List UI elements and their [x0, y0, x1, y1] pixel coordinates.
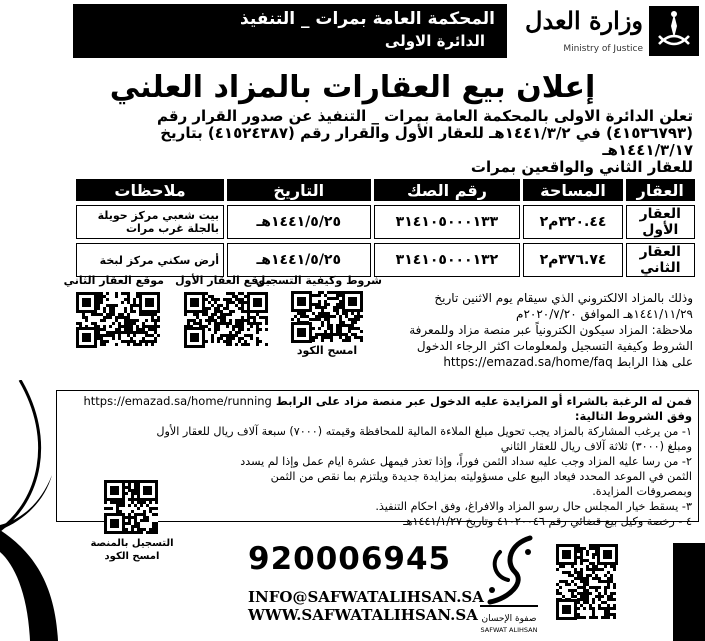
conditions-heading [63, 394, 692, 424]
qr-code-registration[interactable] [291, 291, 363, 343]
condition-item: ١- من يرغب المشاركة بالمزاد يجب تحويل مبلغ الملاءة المالية للمحافظة وقيمته (٧٠٠٠) سبعة آلاف ريال للعقار الأول [156, 425, 692, 438]
qr-code-first-property[interactable] [184, 292, 268, 348]
announcement-line: (٤١٥٣٦٧٩٣) في ١٤٤١/٣/٢هـ للعقار الأول والقرار رقم (٤١٥٢٤٣٨٧) بتاريخ ١٤٤١/٣/١٧هـ [160, 124, 693, 159]
table-cell: بيت شعبي مركز حويلة بالجلة غرب مرات [76, 205, 224, 239]
table-cell: ٣١٤١٠٥٠٠٠١٣٢ [374, 243, 521, 277]
contact-phone[interactable]: 920006945 [248, 541, 452, 577]
qr-caption-second-property: موقع العقار الثاني [63, 274, 164, 287]
auction-info-line [368, 354, 693, 370]
auction-info-line: الشروط وكيفية التسجيل ولمعلومات اكثر الرجاء الدخول [416, 339, 693, 353]
announcement-text [73, 108, 693, 176]
qr-caption-first-property: موقع العقار الأول [175, 274, 272, 287]
condition-item: ٣- يسقط خيار المجلس حال رسو المزاد والافراغ، وفق احكام التنفيذ. [375, 500, 692, 513]
court-circuit: الدائرة الاولى [384, 32, 485, 50]
announcement-title: إعلان بيع العقارات بالمزاد العلني [109, 70, 596, 105]
column-header-date: التاريخ [227, 179, 371, 201]
safwat-alihsan-logo [470, 532, 548, 637]
decorative-black-bar [673, 543, 705, 641]
faq-link[interactable]: https://emazad.sa/home/faq [443, 355, 613, 369]
table-cell: العقار الأول [626, 205, 695, 239]
court-name: المحكمة العامة بمرات _ التنفيذ [240, 9, 495, 29]
logo-english-name: SAFWAT ALIHSAN [480, 626, 538, 634]
qr-caption-scan: امسح الكود [296, 344, 358, 357]
column-header-notes: ملاحظات [76, 179, 224, 201]
column-header-property: العقار [626, 179, 695, 201]
table-row [76, 243, 695, 277]
ministry-arabic-name: وزارة العدل [525, 6, 643, 35]
column-header-area: المساحة [523, 179, 622, 201]
qr-caption-registration: شروط وكيفية التسجيل [255, 274, 382, 287]
table-cell: ١٤٤١/٥/٢٥هـ [227, 205, 371, 239]
qr-code-second-property[interactable] [76, 292, 160, 348]
condition-item: وبمصروفات المزايدة. [592, 485, 692, 498]
column-header-deed-number: رقم الصك [374, 179, 521, 201]
properties-table [73, 175, 698, 281]
ministry-english-name: Ministry of Justice [563, 44, 643, 54]
conditions-heading-suffix: وفق الشروط التالية: [574, 409, 692, 423]
table-cell: ٣٧٦.٧٤م٢ [523, 243, 622, 277]
auction-info-line: ١٤٤١/١١/٢٩هـ الموافق ٢٠٢٠/٧/٢٠م [516, 307, 693, 321]
table-header-row [76, 179, 695, 201]
qr-code-platform-registration[interactable] [104, 480, 158, 534]
court-header-box [73, 4, 507, 58]
announcement-line: للعقار الثاني والواقعين بمرات [470, 158, 693, 176]
condition-item: الثمن في الموعد المحدد فيعاد البيع على مسؤوليته بمزايدة جديدة ويلتزم بما نقص من الثمن [270, 470, 692, 483]
qr-caption-platform-scan: امسح الكود [104, 551, 160, 562]
table-cell: العقار الثاني [626, 243, 695, 277]
auction-info-line: وذلك بالمزاد الالكتروني الذي سيقام يوم الاثنين تاريخ [434, 291, 693, 305]
table-cell: ١٤٤١/٥/٢٥هـ [227, 243, 371, 277]
table-cell: أرض سكني مركز لبخة [76, 243, 224, 277]
auction-info-link-label: على هذا الرابط [616, 355, 693, 369]
table-cell: ٣١٤١٠٥٠٠٠١٣٣ [374, 205, 521, 239]
ministry-of-justice-logo [507, 2, 703, 64]
logo-arabic-name: صفوة الإحسان [481, 614, 537, 624]
contact-email[interactable]: INFO@SAFWATALIHSAN.SA [248, 588, 484, 606]
contact-website[interactable]: WWW.SAFWATALIHSAN.SA [248, 606, 478, 624]
running-auctions-link[interactable]: https://emazad.sa/home/running [83, 394, 272, 408]
safwat-alihsan-logo-icon [470, 532, 548, 612]
condition-item: ومبلغ (٣٠٠٠) ثلاثة آلاف ريال للعقار الثاني [500, 440, 692, 453]
qr-caption-platform: التسجيل بالمنصة [90, 538, 174, 549]
saudi-emblem-icon [649, 6, 699, 56]
auction-info-line: ملاحظة: المزاد سيكون الكترونياً عبر منصة مزاد وللمعرفة [409, 323, 693, 337]
decorative-swirl-icon [0, 380, 60, 641]
qr-code-footer[interactable] [556, 544, 618, 620]
condition-item: ٤ - رخصة وكيل بيع قضائي رقم ٤١٠٢٠٠٤٦ وتاريخ ١٤٤١/١/٢٧هـ [403, 515, 692, 528]
table-cell: ٣٢٠.٤٤م٢ [523, 205, 622, 239]
auction-info-text [368, 290, 693, 370]
condition-item: ٢- من رسا عليه المزاد وجب عليه سداد الثمن فوراً، وإذا تعذر فيمهل عشرة ايام عمل وإذا لم يسدد [240, 455, 692, 468]
announcement-line: تعلن الدائرة الاولى بالمحكمة العامة بمرات _ التنفيذ عن صدور القرار رقم [156, 107, 693, 125]
conditions-heading-text: فمن له الرغبة بالشراء أو المزايدة عليه الدخول عبر منصة مزاد على الرابط [275, 394, 692, 408]
table-row [76, 205, 695, 239]
